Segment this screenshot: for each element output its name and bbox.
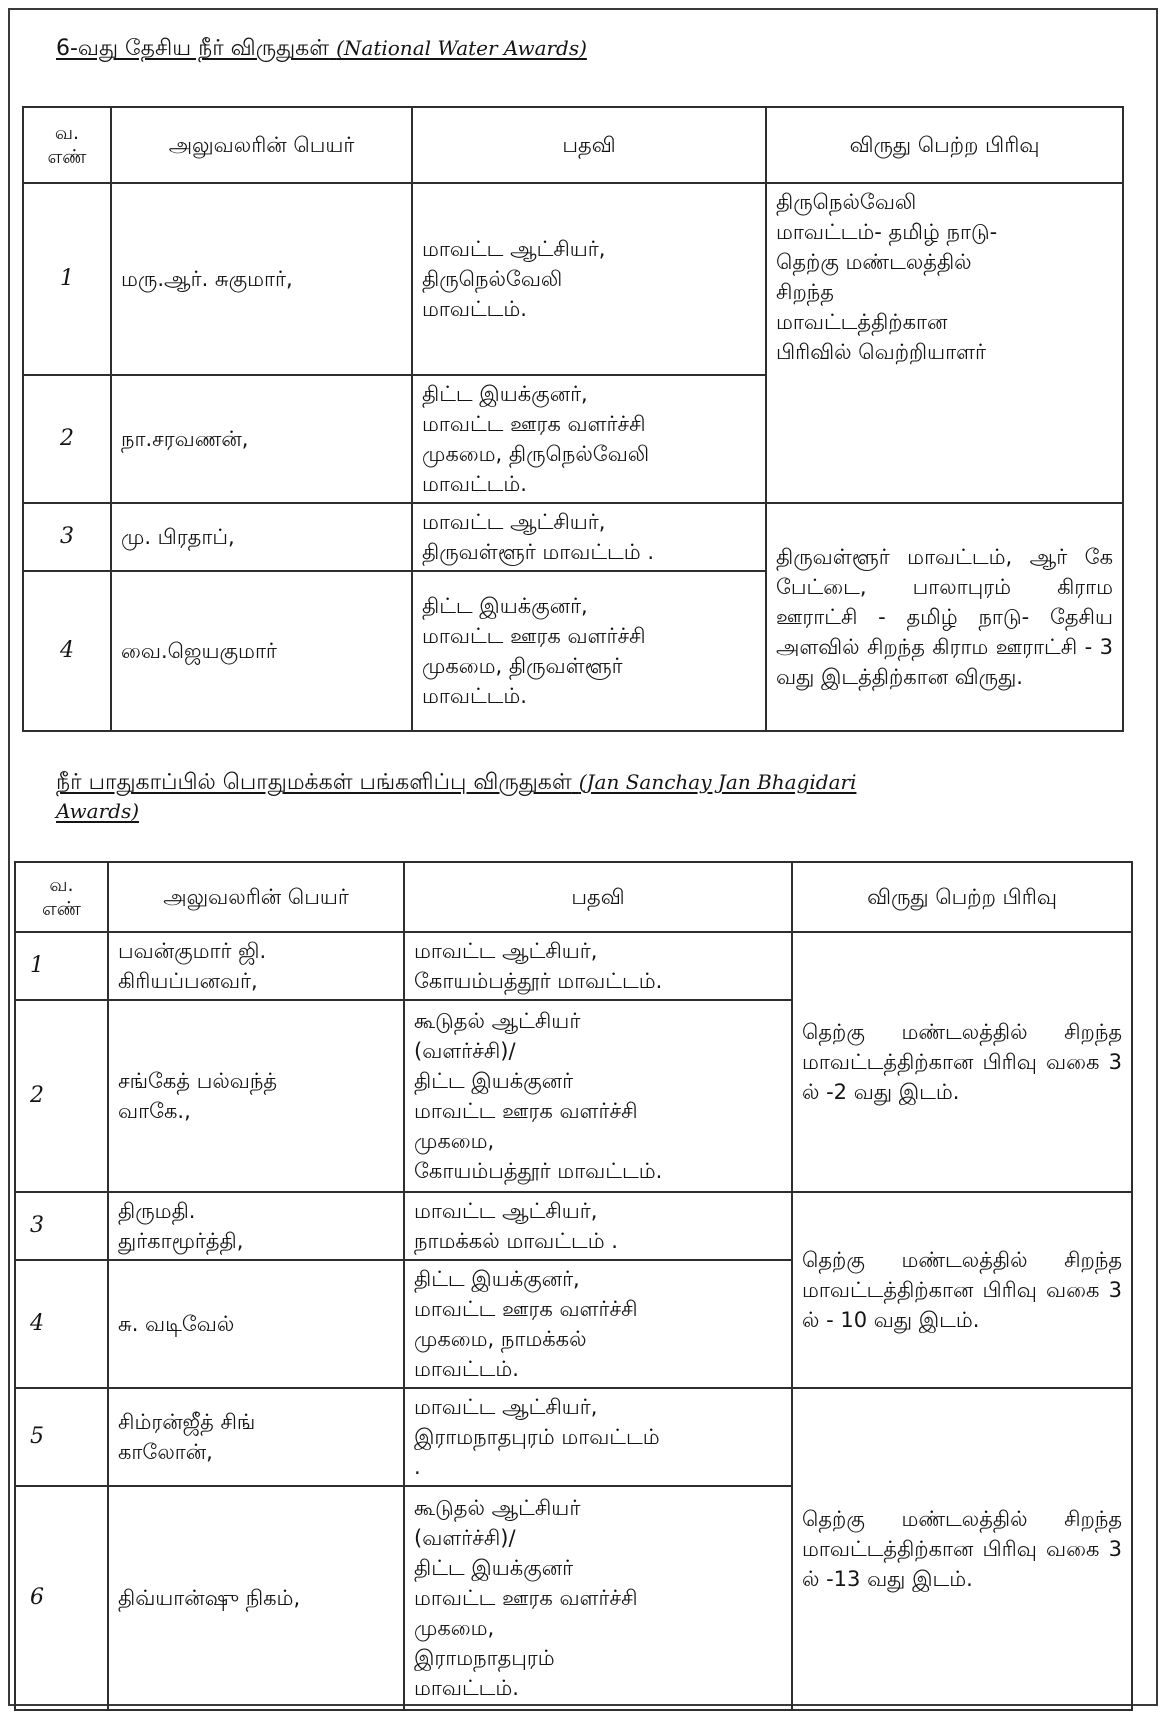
row-name: சங்கேத் பல்வந்த் வாகே., <box>108 1000 404 1192</box>
row-sno: 2 <box>23 375 111 503</box>
row-name: நா.சரவணன், <box>111 375 412 503</box>
column-header-sno: வ. எண் <box>15 862 108 932</box>
row-sno: 1 <box>15 932 108 1000</box>
row-name: வை.ஜெயகுமார் <box>111 571 412 731</box>
row-name: சிம்ரன்ஜீத் சிங் காலோன், <box>108 1388 404 1486</box>
table-row <box>15 1388 1132 1486</box>
row-name: திருமதி. துர்காமூர்த்தி, <box>108 1192 404 1260</box>
table-row <box>23 183 1123 375</box>
table-row <box>15 932 1132 1000</box>
jan-bhagidari-awards-heading-en-line2: Awards) <box>56 799 140 823</box>
row-sno: 5 <box>15 1388 108 1486</box>
national-water-awards-heading-ta: 6-வது தேசிய நீர் விருதுகள் <box>56 36 330 61</box>
row-designation: கூடுதல் ஆட்சியர் (வளர்ச்சி)/ திட்ட இயக்குனர் மாவட்ட ஊரக வளர்ச்சி முகமை, இராமநாதபுரம் மாவட்டம். <box>404 1486 792 1710</box>
row-sno: 4 <box>15 1260 108 1388</box>
row-designation: திட்ட இயக்குனர், மாவட்ட ஊரக வளர்ச்சி முகமை, திருநெல்வேலி மாவட்டம். <box>412 375 766 503</box>
row-sno: 3 <box>23 503 111 571</box>
table-row <box>23 503 1123 571</box>
row-category: திருவள்ளூர் மாவட்டம், ஆர் கே பேட்டை, பாலாபுரம் கிராம ஊராட்சி - தமிழ் நாடு- தேசிய அளவில் சிறந்த கிராம ஊராட்சி - 3 வது இடத்திற்கான விருது. <box>766 503 1123 731</box>
column-header-category: விருது பெற்ற பிரிவு <box>792 862 1132 932</box>
column-header-designation: பதவி <box>412 107 766 183</box>
row-sno: 6 <box>15 1486 108 1710</box>
row-name: திவ்யான்ஷு நிகம், <box>108 1486 404 1710</box>
column-header-name: அலுவலரின் பெயர் <box>111 107 412 183</box>
row-name: மு. பிரதாப், <box>111 503 412 571</box>
row-name: மரு.ஆர். சுகுமார், <box>111 183 412 375</box>
jan-bhagidari-awards-heading <box>56 768 856 826</box>
row-category: தெற்கு மண்டலத்தில் சிறந்த மாவட்டத்திற்கான பிரிவு வகை 3 ல் - 10 வது இடம். <box>792 1192 1132 1388</box>
column-header-designation: பதவி <box>404 862 792 932</box>
row-designation: மாவட்ட ஆட்சியர், நாமக்கல் மாவட்டம் . <box>404 1192 792 1260</box>
row-category: திருநெல்வேலி மாவட்டம்- தமிழ் நாடு- தெற்கு மண்டலத்தில் சிறந்த மாவட்டத்திற்கான பிரிவில் வெற்றியாளர் <box>766 183 1123 503</box>
row-sno: 4 <box>23 571 111 731</box>
national-water-awards-table <box>22 106 1124 732</box>
row-designation: மாவட்ட ஆட்சியர், கோயம்பத்தூர் மாவட்டம். <box>404 932 792 1000</box>
table-header-row <box>23 107 1123 183</box>
row-designation: மாவட்ட ஆட்சியர், திருநெல்வேலி மாவட்டம். <box>412 183 766 375</box>
row-designation: கூடுதல் ஆட்சியர் (வளர்ச்சி)/ திட்ட இயக்குனர் மாவட்ட ஊரக வளர்ச்சி முகமை, கோயம்பத்தூர் மாவட்டம். <box>404 1000 792 1192</box>
row-designation: திட்ட இயக்குனர், மாவட்ட ஊரக வளர்ச்சி முகமை, நாமக்கல் மாவட்டம். <box>404 1260 792 1388</box>
row-category: தெற்கு மண்டலத்தில் சிறந்த மாவட்டத்திற்கான பிரிவு வகை 3 ல் -13 வது இடம். <box>792 1388 1132 1710</box>
row-designation: மாவட்ட ஆட்சியர், திருவள்ளூர் மாவட்டம் . <box>412 503 766 571</box>
column-header-sno: வ. எண் <box>23 107 111 183</box>
table-header-row <box>15 862 1132 932</box>
column-header-name: அலுவலரின் பெயர் <box>108 862 404 932</box>
jan-bhagidari-awards-heading-ta: நீர் பாதுகாப்பில் பொதுமக்கள் பங்களிப்பு விருதுகள் <box>56 770 572 795</box>
row-sno: 2 <box>15 1000 108 1192</box>
jan-bhagidari-awards-table <box>14 861 1133 1711</box>
row-name: சு. வடிவேல் <box>108 1260 404 1388</box>
column-header-category: விருது பெற்ற பிரிவு <box>766 107 1123 183</box>
row-category: தெற்கு மண்டலத்தில் சிறந்த மாவட்டத்திற்கான பிரிவு வகை 3 ல் -2 வது இடம். <box>792 932 1132 1192</box>
row-designation: திட்ட இயக்குனர், மாவட்ட ஊரக வளர்ச்சி முகமை, திருவள்ளூர் மாவட்டம். <box>412 571 766 731</box>
row-name: பவன்குமார் ஜி. கிரியப்பனவர், <box>108 932 404 1000</box>
jan-bhagidari-awards-heading-en-line1: (Jan Sanchay Jan Bhagidari <box>578 770 857 794</box>
row-designation: மாவட்ட ஆட்சியர், இராமநாதபுரம் மாவட்டம் . <box>404 1388 792 1486</box>
national-water-awards-heading-en: (National Water Awards) <box>336 36 587 60</box>
table-row <box>15 1192 1132 1260</box>
row-sno: 1 <box>23 183 111 375</box>
national-water-awards-heading <box>56 34 587 63</box>
row-sno: 3 <box>15 1192 108 1260</box>
